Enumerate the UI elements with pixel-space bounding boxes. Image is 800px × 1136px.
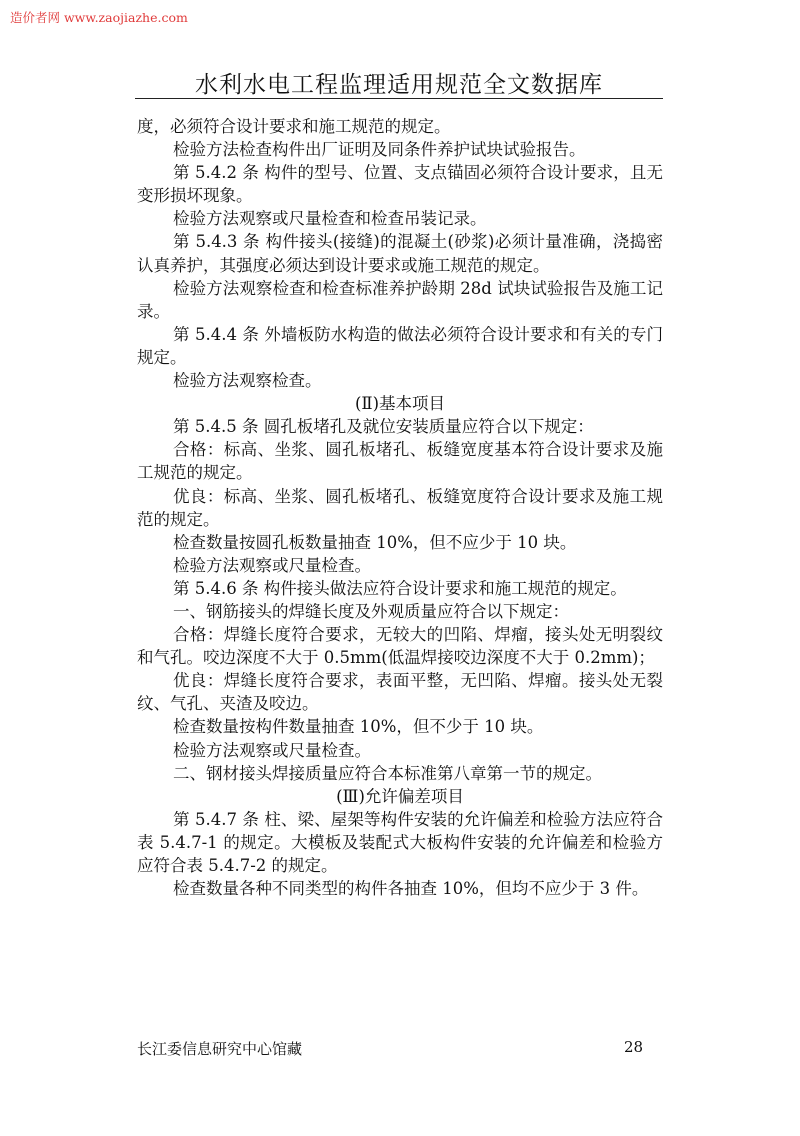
text-line: 第 5.4.4 条 外墙板防水构造的做法必须符合设计要求和有关的专门 — [173, 324, 663, 344]
text-line: 检验方法观察或尺量检查和检查吊装记录。 — [173, 209, 487, 229]
page-title: 水利水电工程监理适用规范全文数据库 — [195, 72, 603, 98]
text-line: 第 5.4.6 条 构件接头做法应符合设计要求和施工规范的规定。 — [173, 578, 627, 598]
text-line: 检查数量按构件数量抽查 10%，但不少于 10 块。 — [173, 717, 544, 737]
text-line: 检验方法检查构件出厂证明及同条件养护试块试验报告。 — [173, 140, 586, 160]
text-line: 优良：标高、坐浆、圆孔板堵孔、板缝宽度符合设计要求及施工规 — [173, 486, 663, 506]
text-line: 检查数量各种不同类型的构件各抽查 10%，但均不应少于 3 件。 — [173, 879, 649, 899]
text-line: 第 5.4.2 条 构件的型号、位置、支点锚固必须符合设计要求，且无 — [173, 163, 663, 183]
text-line: 变形损坏现象。 — [137, 186, 253, 206]
section-heading: (Ⅲ)允许偏差项目 — [336, 786, 464, 806]
text-line: 度，必须符合设计要求和施工规范的规定。 — [137, 117, 451, 136]
text-line: 检验方法观察或尺量检查。 — [173, 740, 371, 760]
page-number: 28 — [624, 1038, 644, 1056]
text-line: 纹、气孔、夹渣及咬边。 — [137, 694, 319, 714]
text-line: 二、钢材接头焊接质量应符合本标准第八章第一节的规定。 — [173, 763, 602, 783]
footer-source: 长江委信息研究中心馆藏 — [137, 1040, 303, 1058]
text-line: 合格：标高、坐浆、圆孔板堵孔、板缝宽度基本符合设计要求及施 — [173, 440, 663, 460]
text-line: 第 5.4.3 条 构件接头(接缝)的混凝土(砂浆)必须计量准确，浇捣密 — [173, 232, 663, 252]
text-line: 检验方法观察检查和检查标准养护龄期 28d 试块试验报告及施工记 — [173, 278, 663, 298]
text-line: 工规范的规定。 — [137, 463, 253, 483]
document-body — [137, 115, 663, 900]
text-line: 优良：焊缝长度符合要求，表面平整，无凹陷、焊瘤。接头处无裂 — [173, 671, 663, 691]
text-line: 应符合表 5.4.7-2 的规定。 — [137, 856, 338, 875]
text-line: 规定。 — [137, 347, 187, 367]
text-line: 第 5.4.5 条 圆孔板堵孔及就位安装质量应符合以下规定： — [173, 417, 594, 437]
text-line: 录。 — [137, 301, 170, 321]
text-line: 一、钢筋接头的焊缝长度及外观质量应符合以下规定： — [173, 601, 569, 621]
text-line: 检验方法观察或尺量检查。 — [173, 555, 371, 575]
text-line: 第 5.4.7 条 柱、梁、屋架等构件安装的允许偏差和检验方法应符合 — [173, 809, 663, 829]
section-heading: (Ⅱ)基本项目 — [354, 394, 446, 414]
text-line: 检验方法观察检查。 — [173, 371, 322, 391]
text-line: 和气孔。咬边深度不大于 0.5mm(低温焊接咬边深度不大于 0.2mm)； — [137, 648, 655, 668]
header-rule — [135, 98, 663, 99]
text-line: 范的规定。 — [137, 509, 220, 529]
text-line: 表 5.4.7-1 的规定。大模板及装配式大板构件安装的允许偏差和检验方 — [137, 832, 663, 852]
text-line: 合格：焊缝长度符合要求，无较大的凹陷、焊瘤，接头处无明裂纹 — [173, 625, 663, 645]
text-line: 检查数量按圆孔板数量抽查 10%，但不应少于 10 块。 — [173, 532, 577, 552]
watermark: 造价者网 www.zaojiazhe.com — [10, 10, 188, 25]
text-line: 认真养护，其强度必须达到设计要求或施工规范的规定。 — [137, 255, 550, 275]
